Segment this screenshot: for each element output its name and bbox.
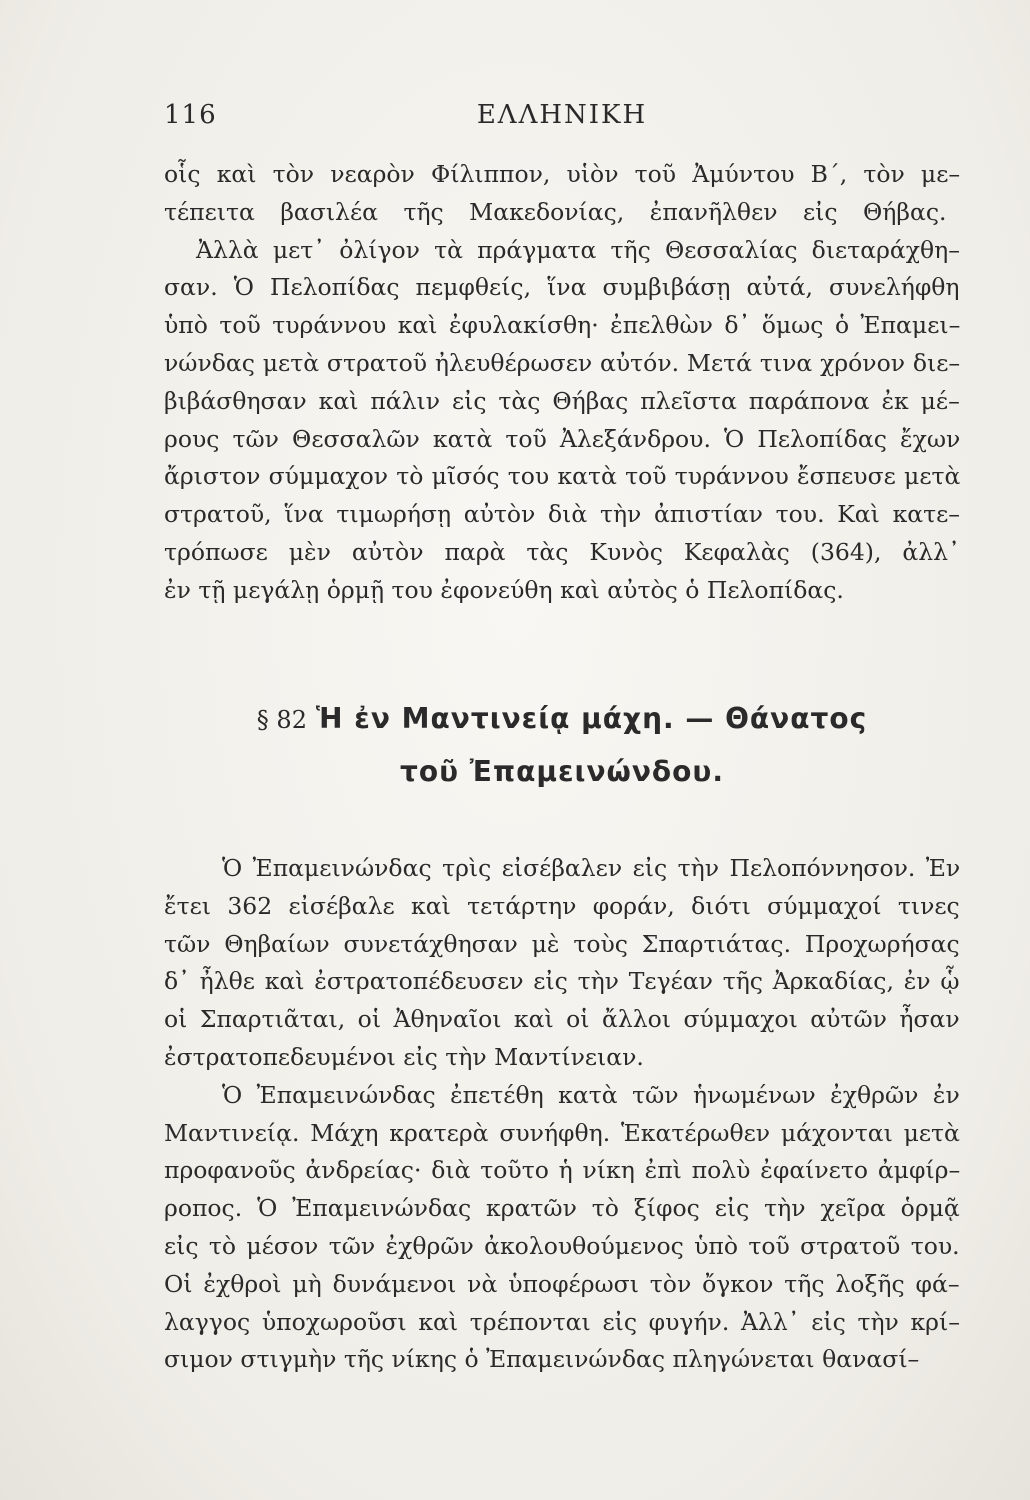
text-line: οἷς καὶ τὸν νεαρὸν Φίλιππον, υἱὸν τοῦ Ἀμύντου Β΄, τὸν με–	[164, 160, 960, 188]
text-line: ἐν τῇ μεγάλῃ ὁρμῇ του ἐφονεύθη καὶ αὐτὸς ὁ Πελοπίδας.	[164, 575, 844, 604]
text-line: δ᾽ ἦλθε καὶ ἐστρατοπέδευσεν εἰς τὴν Τεγέαν τῆς Ἀρκαδίας, ἐν ᾧ	[164, 967, 960, 996]
text-line: Ὁ Ἐπαμεινώνδας ἐπετέθη κατὰ τῶν ἡνωμένων ἐχθρῶν ἐν	[222, 1080, 960, 1109]
text-line: Οἱ ἐχθροὶ μὴ δυνάμενοι νὰ ὑποφέρωσι τὸν ὄγκον τῆς λοξῆς φά–	[164, 1269, 960, 1298]
text-line: νώνδας μετὰ στρατοῦ ἠλευθέρωσεν αὐτόν. Μετά τινα χρόνον διε–	[164, 348, 960, 377]
text-line: Ὁ Ἐπαμεινώνδας τρὶς εἰσέβαλεν εἰς τὴν Πελοπόννησον. Ἐν	[222, 854, 960, 882]
text-line: τῶν Θηβαίων συνετάχθησαν μὲ τοὺς Σπαρτιάτας. Προχωρήσας	[164, 929, 960, 958]
section-number: § 82	[256, 706, 307, 734]
text-line: οἱ Σπαρτιᾶται, οἱ Ἀθηναῖοι καὶ οἱ ἄλλοι σύμμαχοι αὐτῶν ἦσαν	[164, 1005, 960, 1034]
text-line: ροπος. Ὁ Ἐπαμεινώνδας κρατῶν τὸ ξίφος εἰς τὴν χεῖρα ὁρμᾷ	[164, 1194, 960, 1223]
text-line: ρους τῶν Θεσσαλῶν κατὰ τοῦ Ἀλεξάνδρου. Ὁ Πελοπίδας ἔχων	[164, 424, 960, 453]
text-line: στρατοῦ, ἵνα τιμωρήσῃ αὐτὸν διὰ τὴν ἀπιστίαν του. Καὶ κατε–	[164, 500, 960, 529]
page-header	[164, 100, 960, 140]
text-line: τέπειτα βασιλέα τῆς Μακεδονίας, ἐπανῆλθεν εἰς Θήβας.	[164, 197, 947, 226]
section-title-part-2: τοῦ Ἐπαμεινώνδου.	[400, 755, 724, 788]
text-line: ἔτει 362 εἰσέβαλε καὶ τετάρτην φοράν, διότι σύμμαχοί τινες	[164, 891, 960, 920]
text-line: ἄριστον σύμμαχον τὸ μῖσός του κατὰ τοῦ τυράννου ἔσπευσε μετὰ	[164, 462, 960, 491]
text-line: Μαντινείᾳ. Μάχη κρατερὰ συνήφθη. Ἑκατέρωθεν μάχονται μετὰ	[164, 1118, 960, 1147]
text-line: λαγγος ὑποχωροῦσι καὶ τρέπονται εἰς φυγήν. Ἀλλ᾽ εἰς τὴν κρί–	[164, 1307, 960, 1336]
section-heading-line-1	[164, 693, 960, 746]
text-line: σαν. Ὁ Πελοπίδας πεμφθείς, ἵνα συμβιβάσῃ αὐτά, συνελήφθη	[164, 273, 960, 302]
text-line: σιμον στιγμὴν τῆς νίκης ὁ Ἐπαμεινώνδας πληγώνεται θανασί–	[164, 1345, 920, 1374]
text-line: εἰς τὸ μέσον τῶν ἐχθρῶν ἀκολουθούμενος ὑπὸ τοῦ στρατοῦ του.	[164, 1231, 960, 1260]
paragraph-block-mantinea	[164, 850, 960, 1379]
section-title-part-1: Ἡ ἐν Μαντινείᾳ μάχη. — Θάνατος	[315, 702, 868, 735]
text-line: ὑπὸ τοῦ τυράννου καὶ ἐφυλακίσθη· ἐπελθὼν δ᾽ ὅμως ὁ Ἐπαμει–	[164, 311, 960, 340]
text-line: ἐστρατοπεδευμένοι εἰς τὴν Μαντίνειαν.	[164, 1042, 644, 1071]
text-line: Ἀλλὰ μετ᾽ ὀλίγον τὰ πράγματα τῆς Θεσσαλίας διεταράχθη–	[196, 235, 960, 264]
running-title: ΕΛΛΗΝΙΚΗ	[476, 100, 648, 130]
page-number: 116	[164, 100, 217, 130]
paragraph-block-pelopidas	[164, 156, 960, 610]
text-line: βιβάσθησαν καὶ πάλιν εἰς τὰς Θήβας πλεῖστα παράπονα ἐκ μέ–	[164, 386, 960, 415]
text-line: προφανοῦς ἀνδρείας· διὰ τοῦτο ἡ νίκη ἐπὶ πολὺ ἐφαίνετο ἀμφίρ–	[164, 1156, 960, 1185]
section-heading	[164, 693, 960, 798]
text-line: τρόπωσε μὲν αὐτὸν παρὰ τὰς Κυνὸς Κεφαλὰς (364), ἀλλ᾽	[164, 537, 960, 566]
